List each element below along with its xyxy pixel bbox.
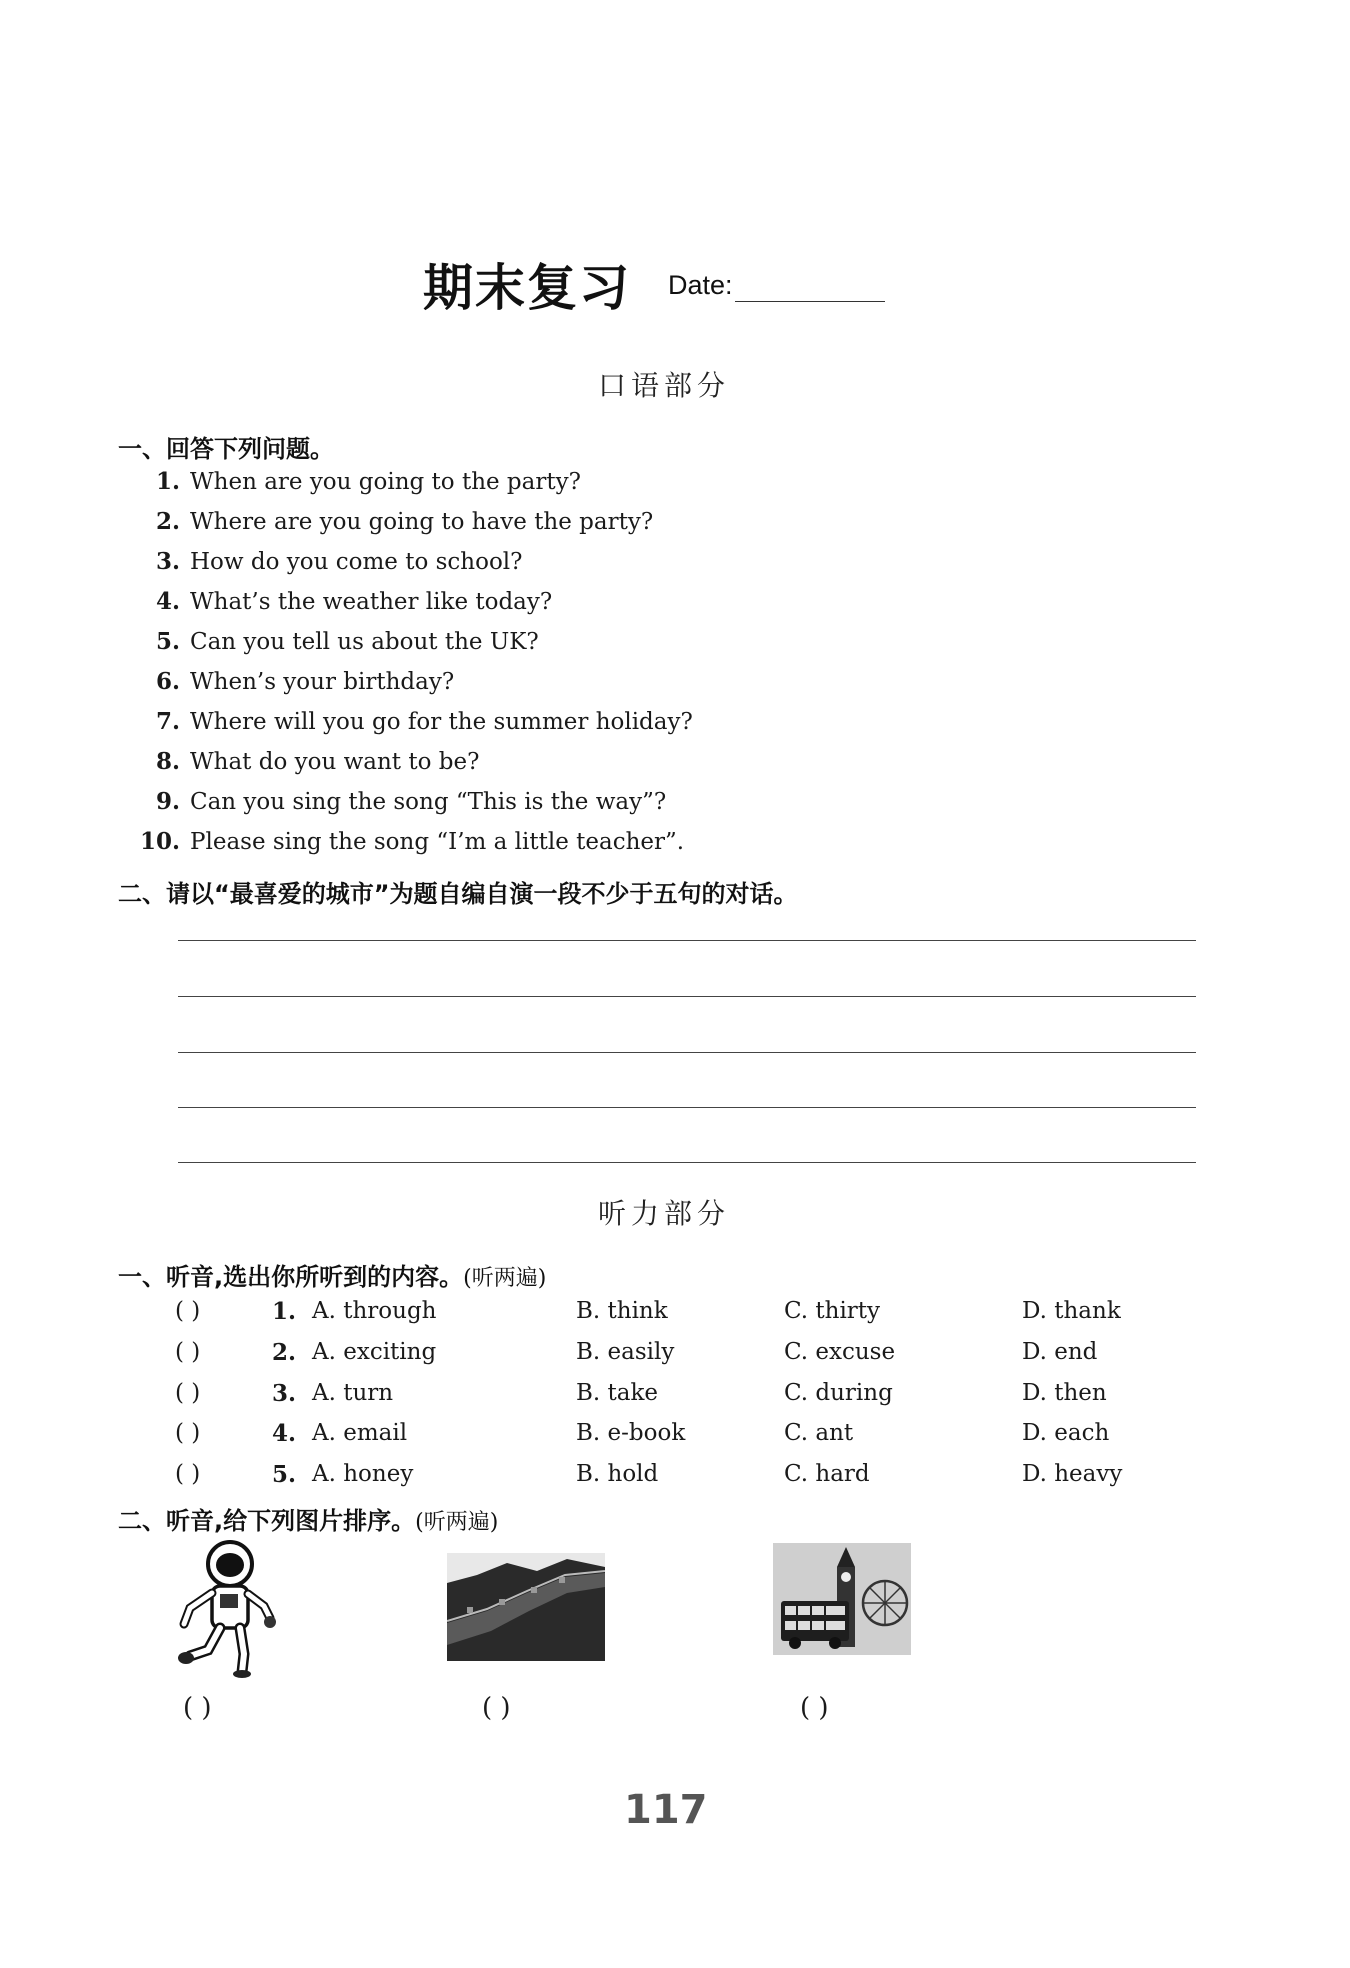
answer-paren[interactable]: ( ) — [175, 1461, 201, 1487]
page-number: 117 — [624, 1787, 708, 1833]
oral-section-title: 口语部分 — [598, 369, 731, 402]
question-item: 3. How do you come to school? — [155, 548, 523, 575]
answer-paren[interactable]: ( ) — [175, 1420, 201, 1446]
oral-part2-heading: 二、请以“最喜爱的城市”为题自编自演一段不少于五句的对话。 — [118, 880, 798, 908]
question-item: 7. Where will you go for the summer holiday? — [155, 708, 693, 735]
option-a: A. through — [312, 1298, 437, 1324]
listen-twice-hint: (听两遍) — [463, 1266, 547, 1291]
question-item: 5. Can you tell us about the UK? — [155, 628, 539, 655]
picture-order-paren[interactable]: ( ) — [482, 1693, 511, 1723]
answer-paren[interactable]: ( ) — [175, 1380, 201, 1406]
page-title: 期末复习 — [423, 259, 631, 317]
option-d: D. then — [1022, 1380, 1107, 1406]
option-a: A. turn — [312, 1380, 394, 1406]
date-field-line[interactable] — [735, 301, 885, 302]
option-b: B. take — [576, 1380, 659, 1406]
listening-part1-heading: 一、听音,选出你所听到的内容。(听两遍) — [118, 1263, 547, 1291]
answer-paren[interactable]: ( ) — [175, 1339, 201, 1365]
option-c: C. hard — [784, 1461, 870, 1487]
option-c: C. thirty — [784, 1298, 881, 1324]
answer-line[interactable] — [178, 996, 1196, 997]
option-c: C. ant — [784, 1420, 854, 1446]
option-b: B. e-book — [576, 1420, 686, 1446]
great-wall-icon — [447, 1553, 605, 1661]
question-item: 2. Where are you going to have the party? — [155, 508, 654, 535]
question-item: 1. When are you going to the party? — [155, 468, 581, 495]
option-a: A. email — [312, 1420, 408, 1446]
option-b: B. think — [576, 1298, 668, 1324]
option-b: B. easily — [576, 1339, 675, 1365]
option-d: D. each — [1022, 1420, 1110, 1446]
option-a: A. exciting — [312, 1339, 437, 1365]
picture-order-paren[interactable]: ( ) — [800, 1693, 829, 1723]
question-item: 8. What do you want to be? — [155, 748, 480, 775]
listen-twice-hint: (听两遍) — [415, 1510, 499, 1535]
listening-section-title: 听力部分 — [598, 1197, 731, 1230]
option-b: B. hold — [576, 1461, 659, 1487]
question-item: 9. Can you sing the song “This is the way”? — [155, 788, 667, 815]
option-d: D. end — [1022, 1339, 1098, 1365]
answer-line[interactable] — [178, 1052, 1196, 1053]
option-d: D. thank — [1022, 1298, 1121, 1324]
question-item: 10. Please sing the song “I’m a little teacher”. — [140, 828, 685, 855]
london-big-ben-bus-icon — [773, 1543, 911, 1655]
listening-part2-heading: 二、听音,给下列图片排序。(听两遍) — [118, 1507, 499, 1535]
answer-paren[interactable]: ( ) — [175, 1298, 201, 1324]
answer-line[interactable] — [178, 1107, 1196, 1108]
astronaut-icon — [172, 1538, 284, 1678]
picture-order-paren[interactable]: ( ) — [183, 1693, 212, 1723]
option-c: C. during — [784, 1380, 893, 1406]
choice-row: ( ) 3. A. turn B. take C. during D. then — [175, 1380, 1107, 1407]
choice-row: ( ) 2. A. exciting B. easily C. excuse D. end — [175, 1339, 1098, 1366]
question-item: 6. When’s your birthday? — [155, 668, 455, 695]
question-item: 4. What’s the weather like today? — [155, 588, 553, 615]
date-label: Date: — [668, 270, 733, 300]
choice-row: ( ) 1. A. through B. think C. thirty D. thank — [175, 1298, 1121, 1325]
option-a: A. honey — [312, 1461, 414, 1487]
choice-row: ( ) 4. A. email B. e-book C. ant D. each — [175, 1420, 1110, 1447]
oral-part1-heading: 一、回答下列问题。 — [118, 435, 334, 463]
answer-line[interactable] — [178, 1162, 1196, 1163]
option-c: C. excuse — [784, 1339, 896, 1365]
choice-row: ( ) 5. A. honey B. hold C. hard D. heavy — [175, 1461, 1123, 1488]
option-d: D. heavy — [1022, 1461, 1123, 1487]
answer-line[interactable] — [178, 940, 1196, 941]
